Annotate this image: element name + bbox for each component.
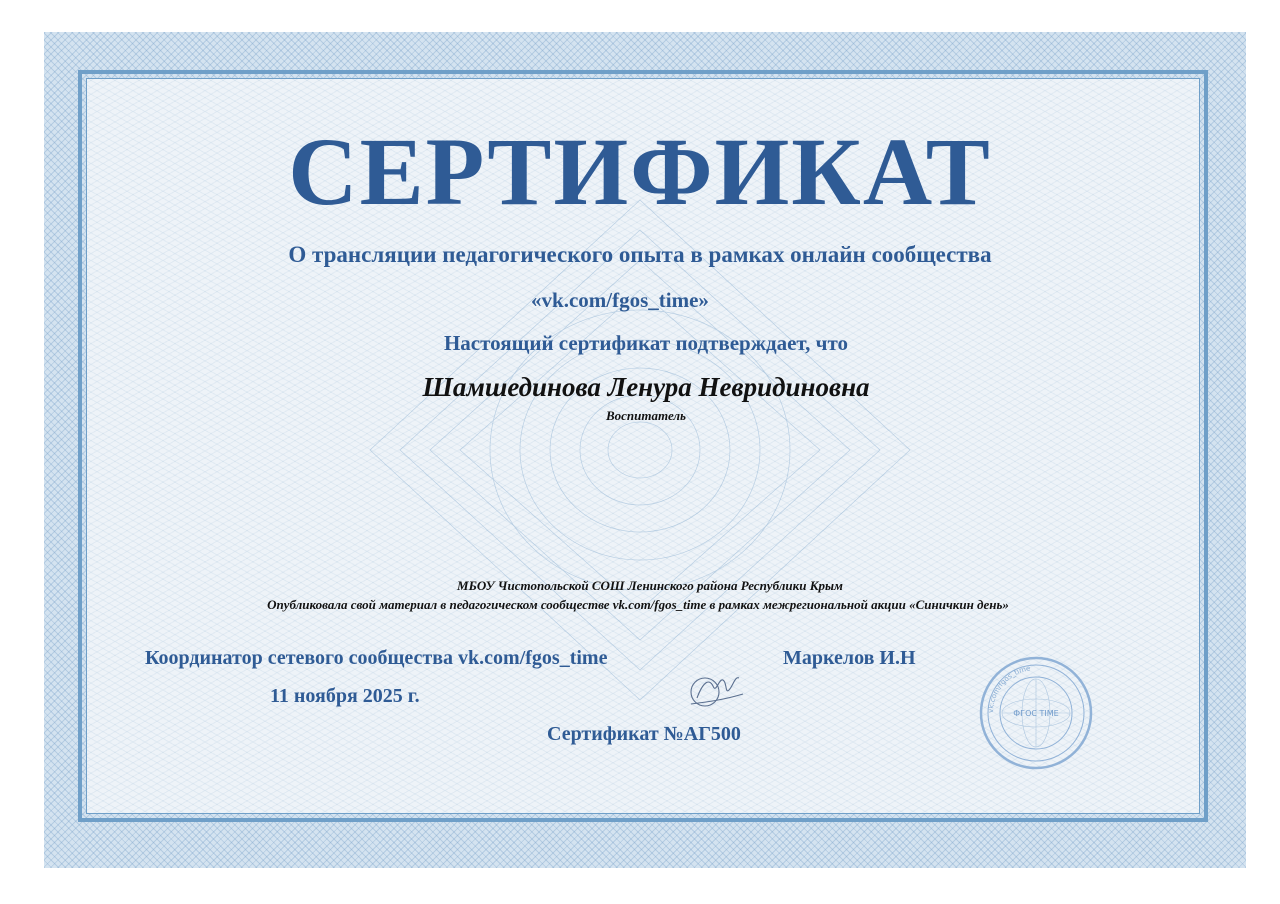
confirmation-text: Настоящий сертификат подтверждает, что xyxy=(443,331,849,355)
signature xyxy=(683,664,747,712)
organization-name: МБОУ Чистопольской СОШ Ленинского района Республики Крым xyxy=(457,578,843,593)
stamp-ring-text: vk.com/fgos_time xyxy=(986,664,1031,714)
certificate-subtitle: О трансляции педагогического опыта в рамках онлайн сообщества xyxy=(288,242,992,267)
publication-text: Опубликовала свой материал в педагогическом сообществе vk.com/fgos_time в рамках межрегиональной акции «Синичкин день» xyxy=(267,597,1009,612)
coordinator-label: Координатор сетевого сообщества vk.com/fgos_time xyxy=(145,647,608,669)
community-link: «vk.com/fgos_time» xyxy=(531,288,709,312)
stamp-center-text: ФГОС TIME xyxy=(1013,709,1059,718)
recipient-position: Воспитатель xyxy=(605,408,686,423)
issue-date: 11 ноября 2025 г. xyxy=(270,685,420,707)
stamp-seal xyxy=(978,655,1094,771)
certificate-title: СЕРТИФИКАТ xyxy=(288,118,992,225)
certificate-number: Сертификат №АГ500 xyxy=(547,723,741,745)
coordinator-name: Маркелов И.Н xyxy=(783,647,916,669)
recipient-name: Шамшединова Ленура Невридиновна xyxy=(422,372,870,402)
